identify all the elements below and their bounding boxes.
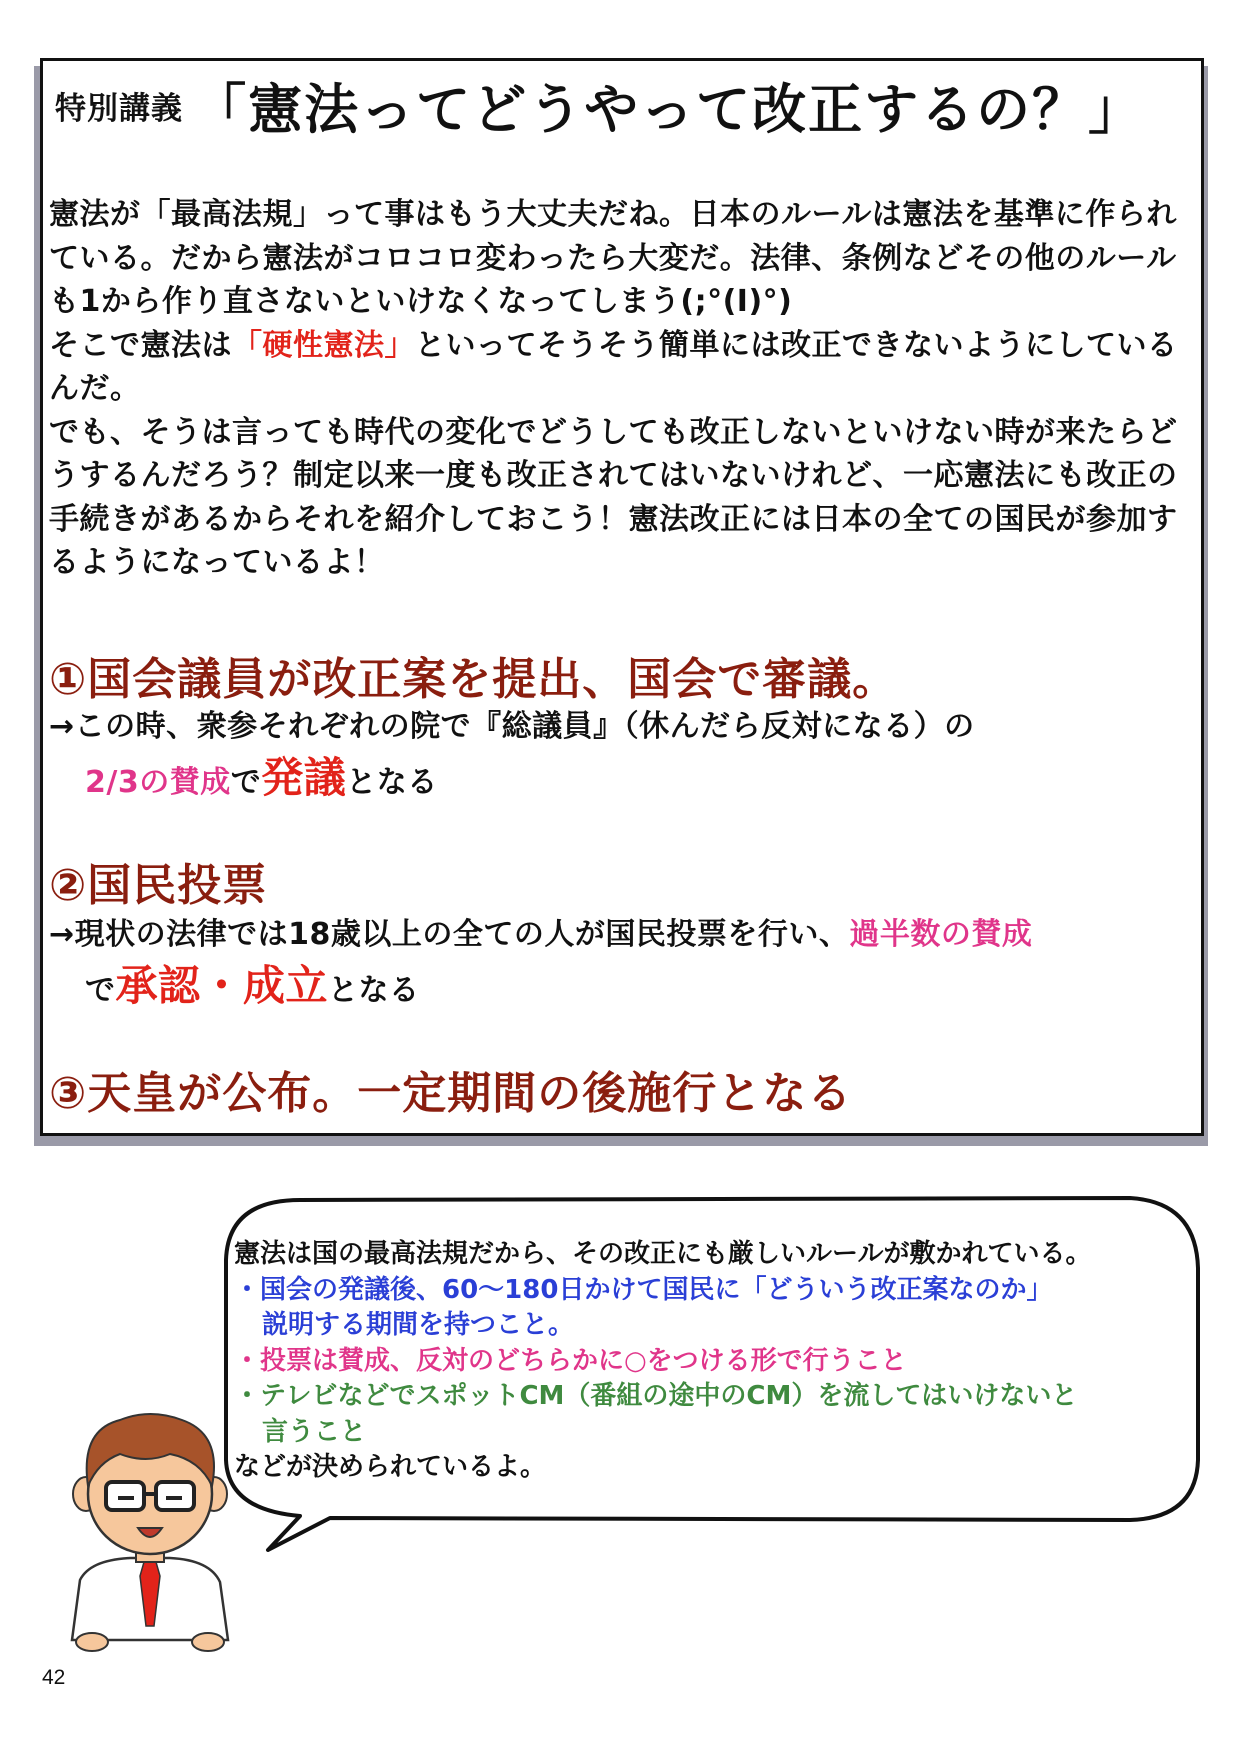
lecture-label: 特別講義	[55, 91, 183, 127]
bubble-bullet-1-cont: 説明する期間を持つこと。	[262, 1310, 575, 1340]
step-2-tail: となる	[328, 973, 420, 1008]
step-2-mid: で	[85, 973, 116, 1008]
intro-paragraph-3: でも、そうは言っても時代の変化でどうしても改正しないといけない時が来たらどうするんだろう？制定以来一度も改正されてはいないけれど、一応憲法にも改正の手続きがあるからそれを紹介しておこう！憲法改正には日本の全ての国民が参加するようになっているよ！	[49, 414, 1178, 580]
intro-paragraph-1: 憲法が「最高法規」って事はもう大丈夫だね。日本のルールは憲法を基準に作られている。だから憲法がコロコロ変わったら大変だ。法律、条例などその他のルールも1から作り直さないといけなくなってしまう(;°(I)°)	[49, 197, 1177, 319]
step-2-big: 承認・成立	[115, 961, 329, 1010]
bubble-bullet-2: ・投票は賛成、反対のどちらかに○をつける形で行うこと	[234, 1345, 907, 1376]
intro-p2-after: といってそうそう簡単には改正できないようにしているんだ。	[49, 327, 1178, 406]
page-number: 42	[42, 1666, 66, 1689]
step-1-heading: ①国会議員が改正案を提出、国会で審議。	[49, 654, 898, 705]
step-1-mid: で	[230, 765, 262, 800]
rigid-constitution-highlight: 「硬性憲法」	[232, 327, 415, 363]
bubble-bullet-3: ・テレビなどでスポットCM（番組の途中のCM）を流してはいけないと	[234, 1381, 1078, 1411]
page-title: 「憲法ってどうやって改正するの？」	[192, 78, 1145, 141]
step-1-line: →この時、衆参それぞれの院で『総議員』（休んだら反対になる）の	[49, 709, 975, 744]
step-2-highlight: 過半数の賛成	[849, 917, 1033, 952]
step-1-tail: となる	[346, 765, 438, 800]
bubble-line-1: 憲法は国の最高法規だから、その改正にも厳しいルールが敷かれている。	[234, 1239, 1092, 1269]
step-1-big: 発議	[261, 753, 347, 802]
bubble-end: などが決められているよ。	[234, 1452, 547, 1482]
step-1-highlight: 2/3の賛成	[85, 765, 231, 800]
intro-p2-before: そこで憲法は	[49, 327, 232, 363]
bubble-bullet-1: ・国会の発議後、60～180日かけて国民に「どういう改正案なのか」	[234, 1274, 1053, 1305]
step-2-heading: ②国民投票	[49, 860, 268, 911]
bubble-text	[234, 1237, 1174, 1486]
step-3-heading: ③天皇が公布。一定期間の後施行となる	[49, 1068, 853, 1119]
bubble-bullet-3-cont: 言うこと	[262, 1416, 367, 1447]
teacher-character-illustration	[50, 1390, 250, 1660]
step-2-line-text: →現状の法律では18歳以上の全ての人が国民投票を行い、	[49, 917, 850, 952]
